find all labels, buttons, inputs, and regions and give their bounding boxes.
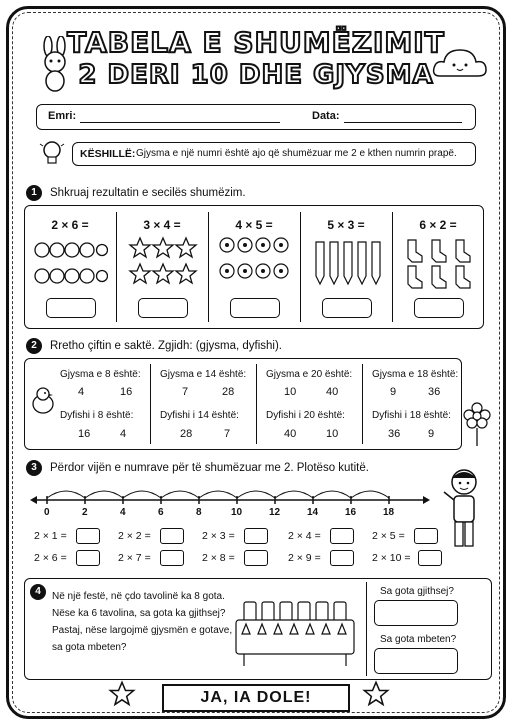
story-line: Pastaj, nëse largojmë gjysmën e gotave, xyxy=(52,625,233,636)
answer-box[interactable] xyxy=(330,550,354,566)
answer-box[interactable] xyxy=(160,550,184,566)
date-label: Data: xyxy=(312,110,340,122)
numberline-label: 6 xyxy=(158,507,164,518)
name-field[interactable] xyxy=(80,122,280,123)
divider xyxy=(362,364,363,444)
section-3-number: 3 xyxy=(26,460,42,476)
bunny-icon xyxy=(34,36,76,92)
title-line-1: TABELA E SHUMËZIMIT xyxy=(67,26,445,59)
mult-2x5: 2 × 5 = xyxy=(372,530,405,542)
half-option[interactable]: 7 xyxy=(182,386,189,398)
answer-box-5x3[interactable] xyxy=(322,298,372,318)
story-line: sa gota mbeten? xyxy=(52,642,127,653)
equation-5x3: 5 × 3 = xyxy=(327,218,365,232)
answer-box[interactable] xyxy=(244,528,268,544)
mult-2x6: 2 × 6 = xyxy=(34,552,67,564)
apples-icon xyxy=(34,238,108,288)
question-total-glasses: Sa gota gjithsej? xyxy=(380,586,454,597)
half-option[interactable]: 40 xyxy=(326,386,339,398)
flowers-icon xyxy=(218,236,292,290)
numberline-label: 18 xyxy=(383,507,395,518)
stars-icon xyxy=(128,236,198,288)
tip-text: Gjysma e një numri është ajo që shumëzuar me 2 e kthen numrin prapë. xyxy=(136,148,457,159)
cloud-icon xyxy=(432,46,488,80)
mult-2x1: 2 × 1 = xyxy=(34,530,67,542)
double-option[interactable]: 16 xyxy=(78,428,91,440)
double-option[interactable]: 10 xyxy=(326,428,339,440)
half-option[interactable]: 16 xyxy=(120,386,133,398)
numberline-label: 2 xyxy=(82,507,88,518)
half-question-20: Gjysma e 20 është: xyxy=(266,369,353,380)
table-with-glasses-icon xyxy=(232,598,358,668)
section-4-number: 4 xyxy=(30,584,46,600)
half-question-14: Gjysma e 14 është: xyxy=(160,369,247,380)
numberline-label: 12 xyxy=(269,507,281,518)
numberline-label: 16 xyxy=(345,507,357,518)
double-question-18: Dyfishi i 18 është: xyxy=(372,410,451,421)
section-2-number: 2 xyxy=(26,338,42,354)
boy-icon xyxy=(440,466,488,552)
double-option[interactable]: 40 xyxy=(284,428,297,440)
remaining-glasses-box[interactable] xyxy=(374,648,458,674)
divider xyxy=(150,364,151,444)
number-line xyxy=(30,482,430,522)
story-line: Në një festë, në çdo tavolinë ka 8 gota. xyxy=(52,591,225,602)
numberline-label: 14 xyxy=(307,507,319,518)
answer-box[interactable] xyxy=(76,528,100,544)
name-date-panel xyxy=(36,104,476,130)
answer-box-2x6[interactable] xyxy=(46,298,96,318)
pencils-icon xyxy=(312,240,384,286)
half-option[interactable]: 4 xyxy=(78,386,85,398)
star-icon xyxy=(108,680,136,708)
answer-box-3x4[interactable] xyxy=(138,298,188,318)
half-option[interactable]: 36 xyxy=(428,386,441,398)
lightbulb-icon xyxy=(38,138,66,168)
socks-icon xyxy=(404,238,474,290)
total-glasses-box[interactable] xyxy=(374,600,458,626)
half-option[interactable]: 28 xyxy=(222,386,235,398)
section-3-title: Përdor vijën e numrave për të shumëzuar me 2. Plotëso kutitë. xyxy=(50,462,369,474)
divider xyxy=(256,364,257,444)
equation-2x6: 2 × 6 = xyxy=(51,218,89,232)
double-option[interactable]: 28 xyxy=(180,428,193,440)
mult-2x10: 2 × 10 = xyxy=(372,552,411,564)
question-remaining-glasses: Sa gota mbeten? xyxy=(380,634,457,645)
double-question-20: Dyfishi i 20 është: xyxy=(266,410,345,421)
date-field[interactable] xyxy=(344,122,462,123)
name-label: Emri: xyxy=(48,110,77,122)
numberline-label: 0 xyxy=(44,507,50,518)
answer-box[interactable] xyxy=(160,528,184,544)
divider xyxy=(366,582,367,676)
equation-4x5: 4 × 5 = xyxy=(235,218,273,232)
half-question-18: Gjysma e 18 është: xyxy=(372,369,459,380)
answer-box[interactable] xyxy=(244,550,268,566)
double-question-14: Dyfishi i 14 është: xyxy=(160,410,239,421)
double-option[interactable]: 4 xyxy=(120,428,127,440)
double-option[interactable]: 7 xyxy=(224,428,231,440)
mult-2x8: 2 × 8 = xyxy=(202,552,235,564)
banner: JA, IA DOLE! xyxy=(162,684,350,712)
equation-6x2: 6 × 2 = xyxy=(419,218,457,232)
section-2-title: Rretho çiftin e saktë. Zgjidh: (gjysma, dyfishi). xyxy=(50,340,282,352)
flower-icon xyxy=(462,402,492,448)
star-icon xyxy=(362,680,390,708)
numberline-label: 10 xyxy=(231,507,243,518)
mult-2x2: 2 × 2 = xyxy=(118,530,151,542)
equation-3x4: 3 × 4 = xyxy=(143,218,181,232)
double-question-8: Dyfishi i 8 është: xyxy=(60,410,134,421)
half-option[interactable]: 9 xyxy=(390,386,397,398)
answer-box[interactable] xyxy=(418,550,442,566)
answer-box[interactable] xyxy=(330,528,354,544)
answer-box-4x5[interactable] xyxy=(230,298,280,318)
chick-icon xyxy=(30,386,56,414)
story-line: Nëse ka 6 tavolina, sa gota ka gjithsej? xyxy=(52,608,226,619)
double-option[interactable]: 36 xyxy=(388,428,401,440)
mult-2x3: 2 × 3 = xyxy=(202,530,235,542)
tip-label: KËSHILLË: xyxy=(80,148,136,160)
half-option[interactable]: 10 xyxy=(284,386,297,398)
answer-box-6x2[interactable] xyxy=(414,298,464,318)
double-option[interactable]: 9 xyxy=(428,428,435,440)
numberline-label: 8 xyxy=(196,507,202,518)
mult-2x9: 2 × 9 = xyxy=(288,552,321,564)
mult-2x7: 2 × 7 = xyxy=(118,552,151,564)
answer-box[interactable] xyxy=(76,550,100,566)
section-1-title: Shkruaj rezultatin e secilës shumëzim. xyxy=(50,187,246,199)
numberline-label: 4 xyxy=(120,507,126,518)
half-question-8: Gjysma e 8 është: xyxy=(60,369,141,380)
answer-box[interactable] xyxy=(414,528,438,544)
title-line-2: 2 DERI 10 DHE GJYSMA xyxy=(78,60,434,90)
mult-2x4: 2 × 4 = xyxy=(288,530,321,542)
section-1-number: 1 xyxy=(26,185,42,201)
